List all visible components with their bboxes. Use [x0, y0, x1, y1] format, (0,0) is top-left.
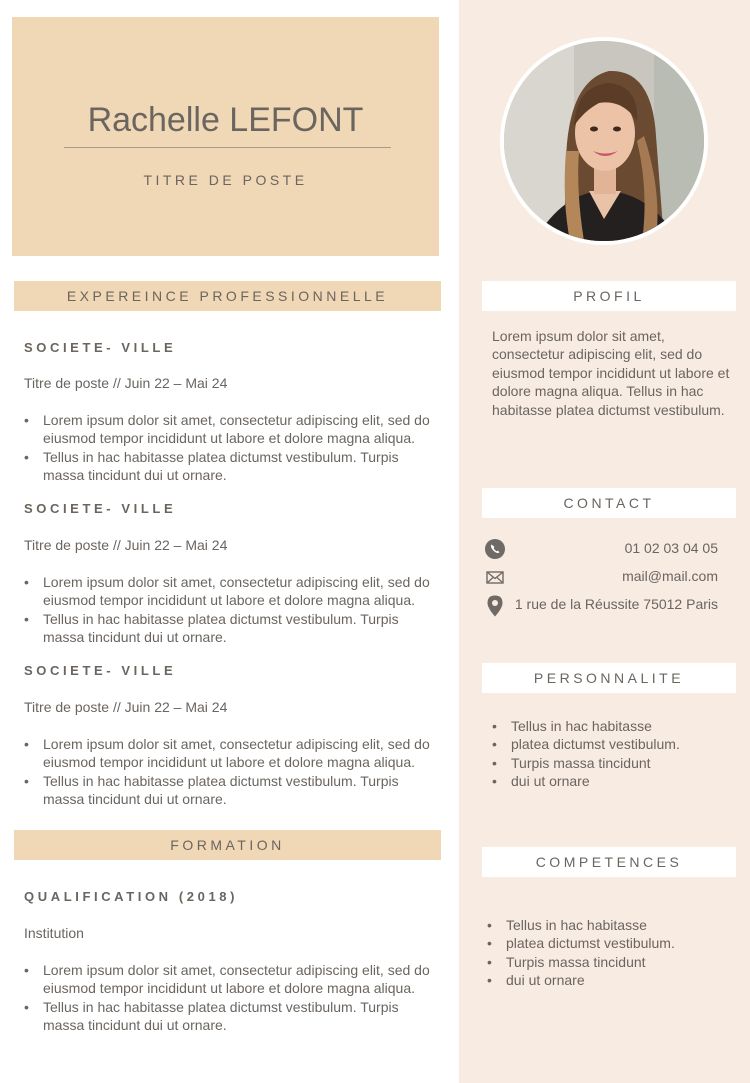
list-item: • Tellus in hac habitasse platea dictumst vestibulum. Turpis massa tincidunt dui ut ornare.: [24, 610, 439, 647]
role-dates: Titre de poste // Juin 22 – Mai 24: [24, 699, 228, 715]
formation-heading: FORMATION: [14, 830, 441, 860]
personnalite-heading: PERSONNALITE: [482, 663, 736, 693]
role-dates: Titre de poste // Juin 22 – Mai 24: [24, 375, 228, 391]
header-divider: [64, 147, 391, 148]
email-address: mail@mail.com: [622, 568, 718, 584]
list-item: • Lorem ipsum dolor sit amet, consectetur adipiscing elit, sed do eiusmod tempor incididunt ut labore et dolore magna aliqua.: [24, 961, 439, 998]
postal-address: 1 rue de la Réussite 75012 Paris: [514, 596, 718, 612]
experience-bullets: [24, 573, 439, 647]
personnalite-list: [492, 717, 680, 791]
list-item: • Tellus in hac habitasse: [492, 717, 680, 735]
list-item: • Lorem ipsum dolor sit amet, consectetur adipiscing elit, sed do eiusmod tempor incididunt ut labore et dolore magna aliqua.: [24, 573, 439, 610]
experience-heading: EXPEREINCE PROFESSIONNELLE: [14, 281, 441, 311]
profile-photo: [504, 41, 704, 241]
list-item: • Lorem ipsum dolor sit amet, consectetur adipiscing elit, sed do eiusmod tempor incididunt ut labore et dolore magna aliqua.: [24, 411, 439, 448]
profil-text: Lorem ipsum dolor sit amet, consectetur adipiscing elit, sed do eiusmod tempor incididunt ut labore et dolore magna aliqua. Tellus in hac habitasse platea dictumst vestibulum.: [492, 328, 730, 418]
profil-heading: PROFIL: [482, 281, 736, 311]
qualification-title: QUALIFICATION (2018): [24, 889, 239, 904]
person-name: Rachelle LEFONT: [87, 101, 364, 139]
experience-bullets: [24, 411, 439, 485]
contact-address: [484, 594, 718, 616]
company-name: SOCIETE- VILLE: [24, 501, 177, 516]
list-item: • Turpis massa tincidunt: [492, 754, 680, 772]
list-item: • dui ut ornare: [492, 772, 680, 790]
contact-email: [484, 566, 718, 588]
formation-bullets: [24, 961, 439, 1035]
company-name: SOCIETE- VILLE: [24, 340, 177, 355]
phone-number: 01 02 03 04 05: [624, 540, 718, 556]
contact-heading: CONTACT: [482, 488, 736, 518]
company-name: SOCIETE- VILLE: [24, 663, 177, 678]
list-item: • Tellus in hac habitasse platea dictumst vestibulum. Turpis massa tincidunt dui ut ornare.: [24, 772, 439, 809]
contact-phone: [484, 538, 718, 560]
phone-icon: [484, 538, 506, 560]
list-item: • platea dictumst vestibulum.: [492, 735, 680, 753]
mail-icon: [484, 566, 506, 588]
name-header: [12, 17, 439, 256]
job-title: TITRE DE POSTE: [143, 172, 308, 188]
institution: Institution: [24, 925, 84, 941]
list-item: • Tellus in hac habitasse: [487, 916, 675, 934]
list-item: • Turpis massa tincidunt: [487, 953, 675, 971]
list-item: • Tellus in hac habitasse platea dictumst vestibulum. Turpis massa tincidunt dui ut ornare.: [24, 998, 439, 1035]
list-item: • Tellus in hac habitasse platea dictumst vestibulum. Turpis massa tincidunt dui ut ornare.: [24, 448, 439, 485]
list-item: • platea dictumst vestibulum.: [487, 934, 675, 952]
portrait-illustration: [504, 41, 704, 241]
competences-heading: COMPETENCES: [482, 847, 736, 877]
location-pin-icon: [484, 594, 506, 616]
role-dates: Titre de poste // Juin 22 – Mai 24: [24, 537, 228, 553]
competences-list: [487, 916, 675, 990]
list-item: • dui ut ornare: [487, 971, 675, 989]
list-item: • Lorem ipsum dolor sit amet, consectetur adipiscing elit, sed do eiusmod tempor incididunt ut labore et dolore magna aliqua.: [24, 735, 439, 772]
experience-bullets: [24, 735, 439, 809]
